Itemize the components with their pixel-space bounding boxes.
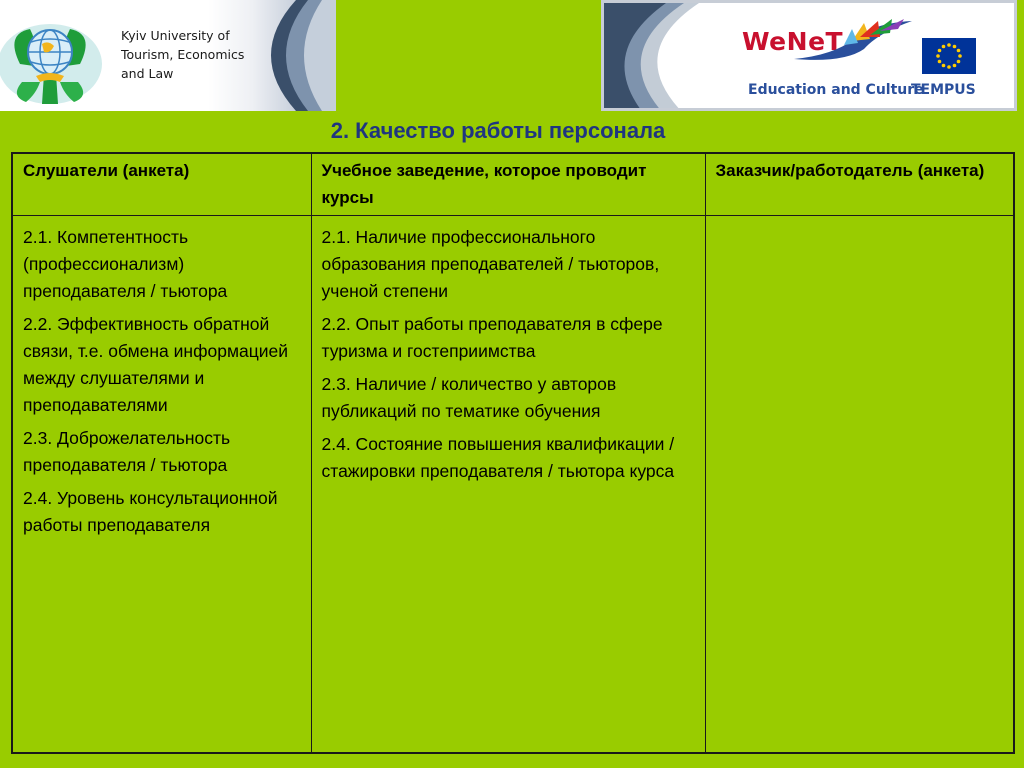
- list-item: 2.4. Уровень консультационной работы преподавателя: [23, 488, 278, 535]
- tempus-label: TEMPUS: [911, 82, 976, 98]
- institution-cell: [311, 216, 705, 754]
- list-item: 2.3. Наличие / количество у авторов публикаций по тематике обучения: [321, 374, 617, 421]
- list-item: 2.2. Опыт работы преподавателя в сфере туризма и гостеприимства: [321, 314, 663, 361]
- criteria-table: [11, 152, 1015, 754]
- globe-emblem-icon: [0, 4, 110, 108]
- banner-swoosh-decoration: [236, 0, 336, 111]
- header-institution: Учебное заведение, которое проводит курсы: [311, 153, 705, 216]
- university-name-line-2: Tourism, Economics: [121, 47, 245, 62]
- list-item: 2.4. Состояние повышения квалификации / стажировки преподавателя / тьютора курса: [321, 434, 675, 481]
- header-listeners: Слушатели (анкета): [12, 153, 311, 216]
- bird-icon: [794, 19, 914, 63]
- listeners-cell: [12, 216, 311, 754]
- page-title: [0, 118, 1024, 144]
- university-name-line-1: Kyiv University of: [121, 28, 230, 43]
- table-row: [12, 216, 1014, 754]
- header-employer: Заказчик/работодатель (анкета): [705, 153, 1014, 216]
- list-item: 2.1. Наличие профессионального образования преподавателей / тьюторов, ученой степени: [321, 227, 660, 301]
- list-item: 2.1. Компетентность (профессионализм) преподавателя / тьютора: [23, 227, 228, 301]
- university-logo-banner: [0, 0, 336, 111]
- banner-swoosh-decoration: [604, 3, 744, 111]
- list-item: 2.2. Эффективность обратной связи, т.е. обмена информацией между слушателями и преподавателями: [23, 314, 289, 415]
- page-title-text: 2. Качество работы персонала: [330, 118, 666, 143]
- eu-flag-icon: [922, 38, 976, 74]
- employer-cell: [705, 216, 1014, 754]
- wenet-logo: WeNeT: [742, 27, 844, 56]
- education-culture-label: Education and Culture: [748, 82, 924, 98]
- table-header-row: [12, 153, 1014, 216]
- list-item: 2.3. Доброжелательность преподавателя / тьютора: [23, 428, 231, 475]
- university-name-line-3: and Law: [121, 66, 174, 81]
- wenet-logo-banner: [601, 0, 1017, 111]
